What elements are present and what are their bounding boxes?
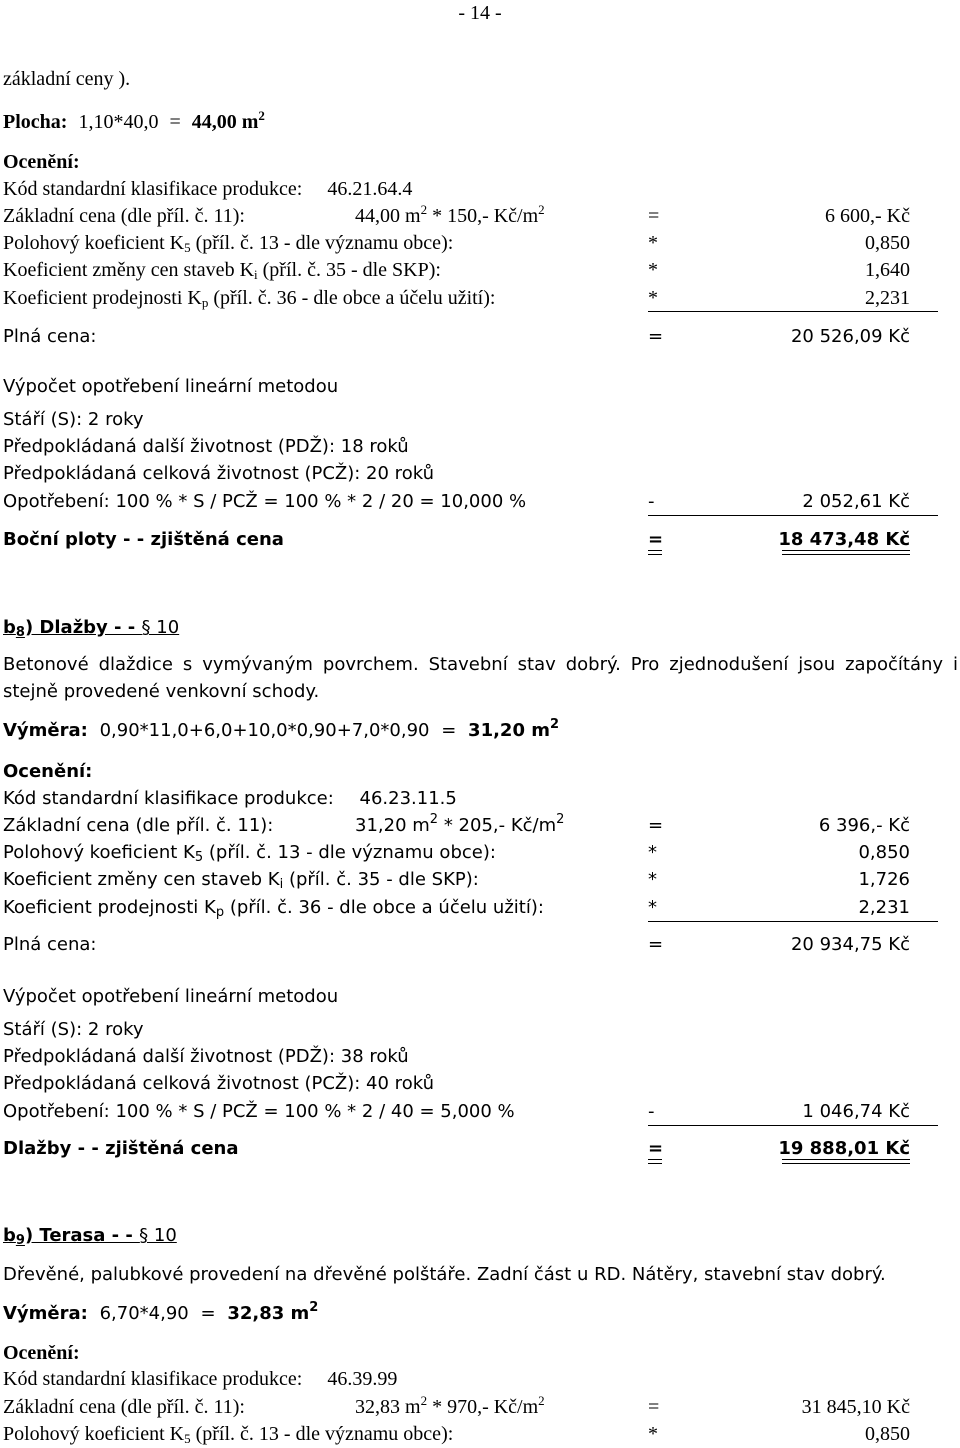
kp-value: 2,231 — [865, 287, 910, 309]
kp-op: * — [648, 897, 657, 918]
ki-op: * — [648, 259, 658, 281]
total-op: = — [648, 1138, 664, 1159]
pcz-line: Předpokládaná celková životnost (PCŽ): 40 roků — [3, 1073, 434, 1094]
kod-line: Kód standardní klasifikace produkce: 46.21.64.4 — [3, 178, 413, 200]
area-formula: 1,10*40,0 — [78, 111, 159, 133]
total-value: 19 888,01 Kč — [778, 1138, 910, 1159]
k5-line: Polohový koeficient $K_5$ (příl. č. 13 - dle významu obce): — [3, 232, 454, 255]
zakladni-cena-line: Základní cena (dle příl. č. 11): — [3, 205, 245, 227]
area-label: Plocha: — [3, 111, 68, 133]
subtotal-rule — [648, 311, 938, 312]
opotrebeni-op: - — [648, 491, 655, 512]
opotrebeni-method: Výpočet opotřebení lineární metodou — [3, 376, 339, 397]
total-value-underline — [782, 1159, 910, 1164]
zakladni-cena-calc: 44,00 $m^2 * 150,-$ $Kč/m^2$ — [355, 202, 545, 227]
vymera-line: Výměra: 6,70*4,90 = 32,83 $m^2$ — [3, 1300, 319, 1324]
pdz-line: Předpokládaná další životnost (PDŽ): 18 roků — [3, 436, 409, 457]
plna-cena-value: 20 934,75 Kč — [790, 934, 910, 955]
section-description: Dřevěné, palubkové provedení na dřevěné polštáře. Zadní část u RD. Nátěry, stavební stav dobrý. — [3, 1264, 886, 1285]
kp-value: 2,231 — [858, 897, 910, 918]
total-value-underline — [782, 550, 910, 555]
opotrebeni-line: Opotřebení: 100 % * S / PCŽ = 100 % * 2 / 20 = 10,000 % — [3, 491, 527, 512]
plna-cena-op: = — [648, 934, 664, 955]
k5-value: 0,850 — [865, 232, 910, 254]
zakladni-cena-op: = — [648, 205, 660, 227]
zakladni-cena-value: 6 396,- Kč — [818, 815, 910, 836]
ki-line: Koeficient změny cen staveb $K_i$ (příl. č. 35 - dle SKP): — [3, 259, 441, 282]
plna-cena-label: Plná cena: — [3, 326, 97, 347]
total-op-underline — [648, 1159, 662, 1164]
kp-line: Koeficient prodejnosti $K_p$ (příl. č. 36 - dle obce a účelu užití): — [3, 897, 544, 920]
k5-value: 0,850 — [858, 842, 910, 863]
opotrebeni-rule — [648, 1125, 938, 1126]
section-heading-dlazby: $b_8$) Dlažby - - § 10 — [3, 617, 180, 640]
page-number: - 14 - — [458, 2, 502, 24]
oceneni-heading: Ocenění: — [3, 1342, 80, 1364]
stari-line: Stáří (S): 2 roky — [3, 409, 144, 430]
ki-op: * — [648, 869, 657, 890]
plna-cena-label: Plná cena: — [3, 934, 97, 955]
zakladni-cena-op: = — [648, 815, 664, 836]
kod-line: Kód standardní klasifikace produkce: 46.23.11.5 — [3, 788, 457, 809]
zakladni-cena-value: 6 600,- Kč — [825, 205, 910, 227]
k5-op: * — [648, 1423, 658, 1445]
k5-op: * — [648, 232, 658, 254]
opotrebeni-method: Výpočet opotřebení lineární metodou — [3, 986, 339, 1007]
k5-line: Polohový koeficient $K_5$ (příl. č. 13 - dle významu obce): — [3, 842, 496, 865]
area-eq: = — [169, 111, 181, 133]
zakladni-cena-line: Základní cena (dle příl. č. 11): — [3, 1396, 245, 1418]
total-label: Dlažby - - zjištěná cena — [3, 1138, 239, 1159]
zakladni-cena-calc: 31,20 $m^2 * 205,-$ $Kč/m^2$ — [355, 812, 565, 836]
total-value: 18 473,48 Kč — [778, 529, 910, 550]
k5-op: * — [648, 842, 657, 863]
plna-cena-value: 20 526,09 Kč — [790, 326, 910, 347]
section-heading-terasa: $b_9$) Terasa - - § 10 — [3, 1225, 177, 1248]
area-value: 44,00 m — [191, 111, 259, 133]
total-op: = — [648, 529, 664, 550]
opotrebeni-value: 2 052,61 Kč — [802, 491, 910, 512]
oceneni-heading: Ocenění: — [3, 151, 80, 173]
opotrebeni-line: Opotřebení: 100 % * S / PCŽ = 100 % * 2 / 40 = 5,000 % — [3, 1101, 515, 1122]
kp-op: * — [648, 287, 658, 309]
zakladni-cena-calc: 32,83 $m^2 * 970,-$ $Kč/m^2$ — [355, 1393, 545, 1418]
stari-line: Stáří (S): 2 roky — [3, 1019, 144, 1040]
total-op-underline — [648, 550, 662, 555]
zakladni-cena-value: 31 845,10 Kč — [801, 1396, 910, 1418]
ki-value: 1,640 — [865, 259, 910, 281]
section-description: Betonové dlaždice s vymývaným povrchem. Stavební stav dobrý. Pro zjednodušení jsou započítány i stejně provedené venkovní schody. — [3, 654, 958, 702]
pdz-line: Předpokládaná další životnost (PDŽ): 38 roků — [3, 1046, 409, 1067]
area-line: Plocha: 1,10*40,0 = 44,00 $m^2$ — [3, 108, 265, 133]
kod-line: Kód standardní klasifikace produkce: 46.39.99 — [3, 1368, 398, 1390]
opotrebeni-value: 1 046,74 Kč — [802, 1101, 910, 1122]
k5-line: Polohový koeficient $K_5$ (příl. č. 13 - dle významu obce): — [3, 1423, 454, 1446]
subtotal-rule — [648, 921, 938, 922]
opotrebeni-op: - — [648, 1101, 655, 1122]
pcz-line: Předpokládaná celková životnost (PCŽ): 20 roků — [3, 463, 434, 484]
vymera-line: Výměra: 0,90*11,0+6,0+10,0*0,90+7,0*0,90 = 31,20 $m^2$ — [3, 717, 560, 741]
opotrebeni-rule — [648, 515, 938, 516]
zakladni-cena-op: = — [648, 1396, 660, 1418]
ki-value: 1,726 — [858, 869, 910, 890]
k5-value: 0,850 — [865, 1423, 910, 1445]
intro-text: základní ceny ). — [3, 68, 131, 90]
oceneni-heading: Ocenění: — [3, 761, 93, 782]
plna-cena-op: = — [648, 326, 664, 347]
total-label: Boční ploty - - zjištěná cena — [3, 529, 284, 550]
zakladni-cena-line: Základní cena (dle příl. č. 11): — [3, 815, 274, 836]
kp-line: Koeficient prodejnosti $K_p$ (příl. č. 36 - dle obce a účelu užití): — [3, 287, 496, 310]
ki-line: Koeficient změny cen staveb $K_i$ (příl. č. 35 - dle SKP): — [3, 869, 479, 892]
